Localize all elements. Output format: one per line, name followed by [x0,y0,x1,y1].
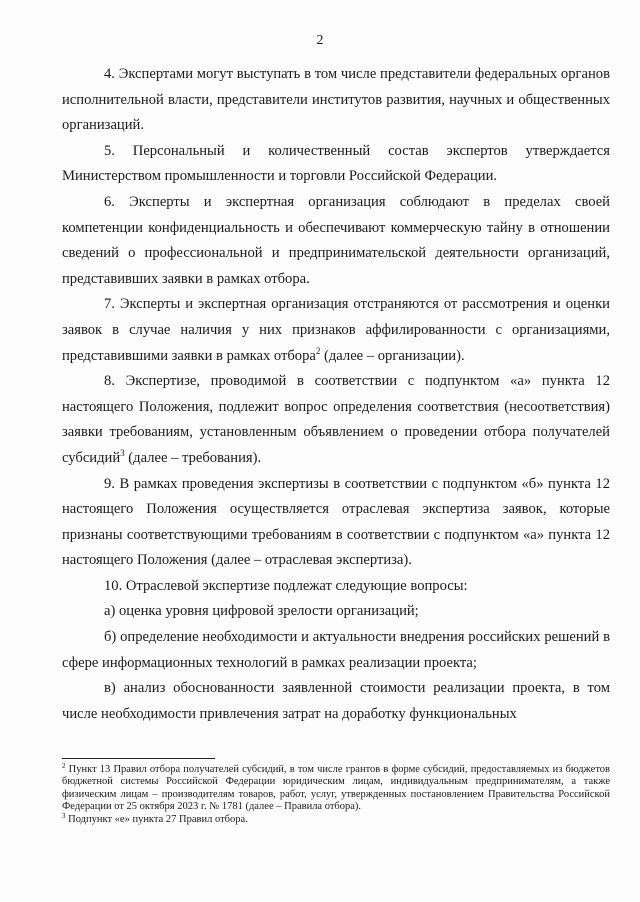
footnote-2-text: Пункт 13 Правил отбора получателей субсидий, в том числе грантов в форме субсидий, предоставляемых из бюджетов бюджетной системы Российской Федерации юридическим лицам, индивидуальным предпринимателям, а также физическим лицам – производителям товаров, работ, услуг, утвержденных постановлением Правительства Российской Федерации от 25 октября 2023 г. № 1781 (далее – Правила отбора). [62,764,610,813]
paragraph-10-c: в) анализ обоснованности заявленной стоимости реализации проекта, в том числе необходимости привлечения затрат на доработку функциональных [62,680,610,722]
footnote-3 [62,811,610,826]
footnote-2-number: 2 [62,762,66,770]
paragraph-9: 9. В рамках проведения экспертизы в соответствии с подпунктом «б» пункта 12 настоящего Положения осуществляется отраслевая экспертиза заявок, которые признаны соответствующими требованиям в соответствии с подпунктом «а» пункта 12 настоящего Положения (далее – отраслевая экспертиза). [62,475,610,569]
paragraph-10-b: б) определение необходимости и актуальности внедрения российских решений в сфере информационных технологий в рамках реализации проекта; [62,629,610,671]
footnote-ref-3: 3 [120,447,125,458]
paragraph-7 [62,292,610,369]
paragraph-10-a: а) оценка уровня цифровой зрелости организаций; [104,603,419,620]
footnote-3-text: Подпункт «е» пункта 27 Правил отбора. [65,813,248,825]
footnote-separator [62,758,215,759]
footnotes [62,764,610,826]
paragraph-5: 5. Персональный и количественный состав экспертов утверждается Министерством промышленности и торговли Российской Федерации. [62,142,610,185]
document-body [62,62,610,727]
paragraph-4: 4. Экспертами могут выступать в том числе представители федеральных органов исполнительной власти, представители институтов развития, научных и общественных организаций. [62,66,610,134]
paragraph-8-tail: (далее – требования). [124,449,262,466]
footnote-2 [62,764,610,814]
paragraph-8 [62,369,610,471]
footnote-ref-2: 2 [315,345,321,356]
paragraph-7-text: 7. Эксперты и экспертная организация отстраняются от рассмотрения и оценки заявок в случае наличия у них признаков аффилированности с организациями, представившими заявки в рамках отбора [62,296,610,364]
paragraph-8-text: 8. Экспертизе, проводимой в соответствии с подпунктом «а» пункта 12 настоящего Положения, подлежит вопрос определения соответствия (несоответствия) заявки требованиям, установленным объявлением о проведении отбора получателей субсидий [62,373,610,466]
paragraph-10: 10. Отраслевой экспертизе подлежат следующие вопросы: [104,577,468,594]
paragraph-7-tail: (далее – организации). [320,347,465,364]
paragraph-6: 6. Эксперты и экспертная организация соблюдают в пределах своей компетенции конфиденциальность и обеспечивают коммерческую тайну в отношении сведений о профессиональной и предпринимательской деятельности организаций, представивших заявки в рамках отбора. [62,193,610,287]
page-number: 2 [316,33,324,48]
footnote-3-number: 3 [62,811,66,820]
